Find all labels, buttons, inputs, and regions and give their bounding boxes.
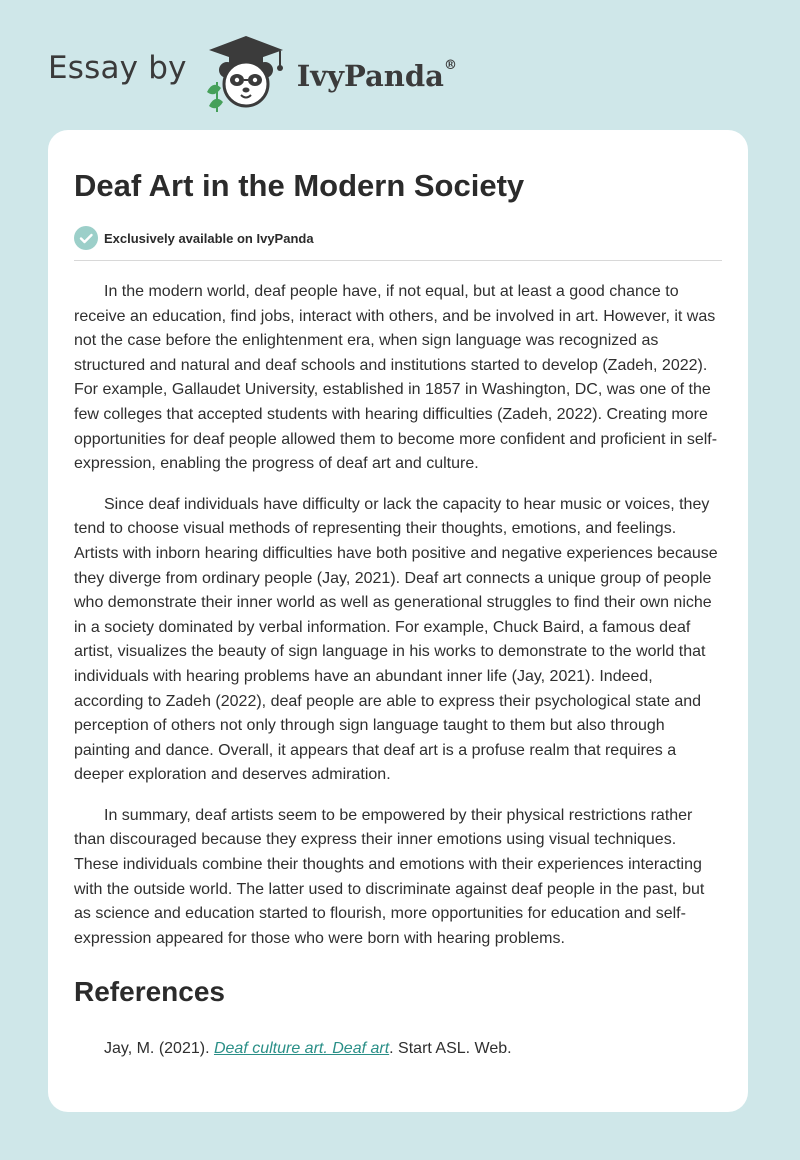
essay-paragraph-3: In summary, deaf artists seem to be empowered by their physical restrictions rather than discouraged because they express their inner emotions using visual techniques. These individuals combine their thoughts and emotions with their experiences interacting with the outside world. The latter used to discriminate against deaf people in the past, but as science and education started to flourish, more opportunities for education and self-expression appeared for those who were born with hearing problems.: [74, 806, 705, 947]
divider: [74, 260, 722, 261]
essay-card: [48, 130, 748, 1112]
brand-name: IvyPanda®: [296, 58, 457, 93]
reference-suffix: . Start ASL. Web.: [389, 1040, 512, 1058]
brand-prefix: Essay by: [48, 50, 187, 86]
essay-paragraph-1: In the modern world, deaf people have, if not equal, but at least a good chance to receive an education, find jobs, interact with others, and be involved in art. However, it was not the case before the enlightenment era, when sign language was recognized as structured and natural and deaf schools and institutions started to develop (Zadeh, 2022). For example, Gallaudet University, established in 1857 in Washington, DC, was one of the few colleges that accepted students with hearing difficulties (Zadeh, 2022). Creating more opportunities for deaf people allowed them to become more confident and proficient in self-expression, enabling the progress of deaf art and culture.: [74, 283, 718, 473]
reference-prefix: Jay, M. (2021).: [104, 1040, 214, 1058]
check-circle-icon: [74, 226, 98, 250]
essay-paragraph-2: Since deaf individuals have difficulty or lack the capacity to hear music or voices, they tend to choose visual methods of representing their thoughts, emotions, and feelings. Artists with inborn hearing difficulties have both positive and negative experiences because they diverge from ordinary people (Jay, 2021). Deaf art connects a unique group of people who demonstrate their inner world as well as generational struggles to find their own niche in a society dominated by verbal information. For example, Chuck Baird, a famous deaf artist, visualizes the beauty of sign language in his works to demonstrate to the world that individuals with hearing problems have an abundant inner life (Jay, 2021). Indeed, according to Zadeh (2022), deaf people are able to express their psychological state and perception of others not only through sign language taught to them but also through painting and dance. Overall, it appears that deaf art is a profuse realm that requires a deeper exploration and deserves admiration.: [74, 495, 718, 784]
exclusive-label: Exclusively available on IvyPanda: [104, 230, 314, 246]
page-title: Deaf Art in the Modern Society: [74, 168, 525, 203]
references-heading: References: [74, 976, 225, 1008]
site-brand[interactable]: [48, 32, 457, 112]
reference-link[interactable]: Deaf culture art. Deaf art: [213, 1040, 390, 1058]
panda-graduate-logo-icon: [201, 32, 291, 112]
exclusive-badge: [74, 225, 722, 251]
reference-item: [104, 1037, 722, 1061]
